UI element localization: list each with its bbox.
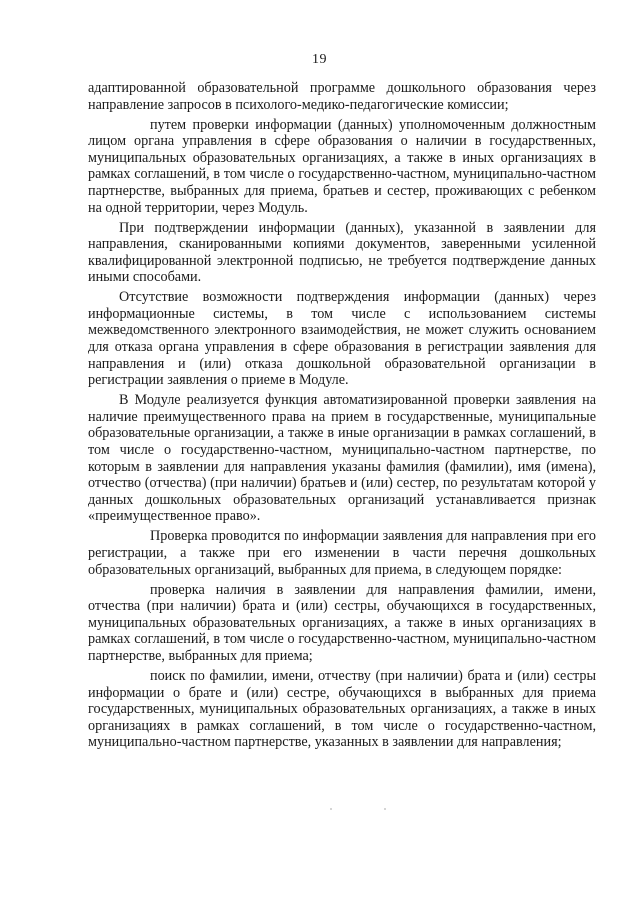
page-number: 19: [312, 52, 327, 67]
paragraph: путем проверки информации (данных) уполномоченным должностным лицом органа управления в сфере образования о наличии в государственных, муниципальных образовательных организациях, а также в иных организациях в рамках соглашений, в том числе о государственно-частном, муниципально-частном партнерстве, выбранных для приема, братьев и сестер, проживающих с ребенком на одной территории, через Модуль.: [88, 116, 596, 216]
paragraph: адаптированной образовательной программе дошкольного образования через направление запросов в психолого-медико-педагогические комиссии;: [88, 80, 596, 113]
paragraph: Отсутствие возможности подтверждения информации (данных) через информационные системы, в том числе с использованием системы межведомственного электронного взаимодействия, не может служить основанием для отказа органа управления в сфере образования в регистрации заявления для направления и (или) отказа дошкольной образовательной организации в регистрации заявления о приеме в Модуле.: [88, 289, 596, 389]
paragraph: В Модуле реализуется функция автоматизированной проверки заявления на наличие преимущественного права на прием в государственные, муниципальные образовательные организации, а также в иные организации в рамках соглашений, в том числе о государственно-частном, муниципально-частном партнерстве, по которым в заявлении для направления указаны фамилия (фамилии), имя (имена), отчество (отчества) (при наличии) братьев и (или) сестер, по результатам которой у данных дошкольных образовательных организаций устанавливается признак «преимущественное право».: [88, 392, 596, 525]
paragraph: Проверка проводится по информации заявления для направления при его регистрации, а также при его изменении в части перечня дошкольных образовательных организаций, выбранных для приема, в следующем порядке:: [88, 528, 596, 578]
paragraph: проверка наличия в заявлении для направления фамилии, имени, отчества (при наличии) брата и (или) сестры, обучающихся в государственных, муниципальных образовательных организациях, а также в иных организациях в рамках соглашений, в том числе о государственно-частном, муниципально-частном партнерстве, выбранных для приема;: [88, 581, 596, 664]
scan-artifact: [330, 808, 332, 810]
paragraph: При подтверждении информации (данных), указанной в заявлении для направления, сканированными копиями документов, заверенными усиленной квалифицированной электронной подписью, не требуется подтверждение данных иными способами.: [88, 219, 596, 286]
document-body: [88, 80, 596, 754]
scan-artifact: [384, 808, 386, 810]
paragraph: поиск по фамилии, имени, отчеству (при наличии) брата и (или) сестры информации о брате и (или) сестре, обучающихся в выбранных для приема государственных, муниципальных образовательных организациях, а также в иных организациях в рамках соглашений, в том числе о государственно-частном, муниципально-частном партнерстве, указанных в заявлении для направления;: [88, 667, 596, 751]
